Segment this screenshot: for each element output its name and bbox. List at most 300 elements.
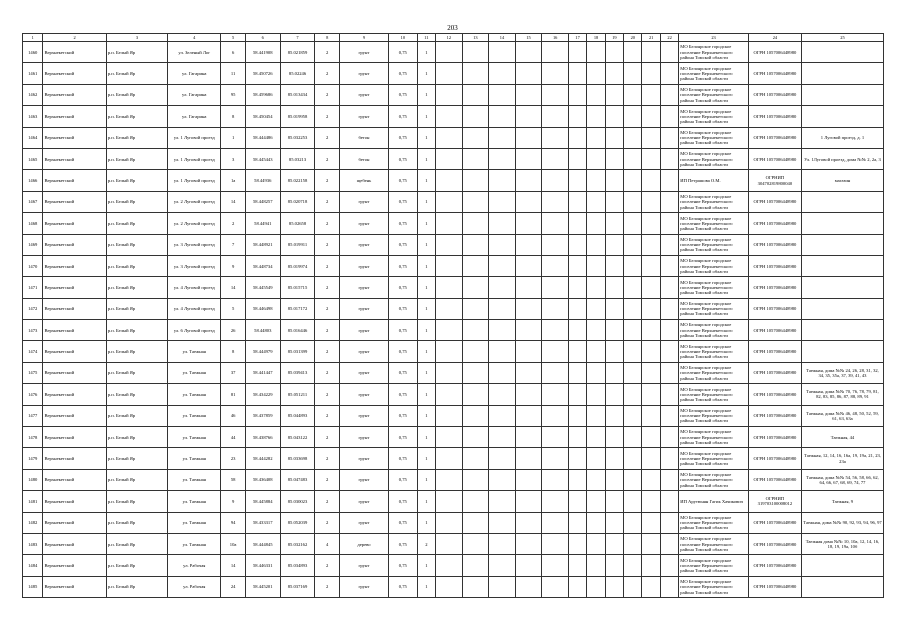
empty-cell (605, 362, 623, 383)
address-cell (801, 42, 883, 63)
address-cell: Таежная, дома №№ 54, 56, 58, 66, 62, 64, 66, 67, 68, 69, 74, 77 (801, 469, 883, 490)
empty-cell (489, 427, 516, 448)
empty-cell (624, 341, 642, 362)
volume-cell: 0,75 (389, 213, 418, 234)
empty-cell (624, 576, 642, 597)
settlement-cell: р.п. Белый Яр (106, 405, 167, 426)
empty-cell (542, 533, 569, 554)
volume-cell: 0,75 (389, 42, 418, 63)
container-count-cell: 1 (417, 127, 435, 148)
empty-cell (642, 63, 660, 84)
volume-cell: 0,75 (389, 127, 418, 148)
container-count-cell: 1 (417, 362, 435, 383)
table-row (23, 42, 884, 63)
volume-cell: 0,75 (389, 469, 418, 490)
area-cell: 2 (315, 84, 340, 105)
empty-cell (515, 448, 542, 469)
empty-cell (515, 42, 542, 63)
ogrn-cell: ОГРН 1057006448980 (748, 576, 801, 597)
empty-cell (660, 84, 678, 105)
settlement-cell: р.п. Белый Яр (106, 427, 167, 448)
empty-cell (642, 191, 660, 212)
latitude-cell: 58.446498 (245, 298, 280, 319)
column-number-cell: 1 (23, 34, 43, 42)
settlement-cell: р.п. Белый Яр (106, 555, 167, 576)
empty-cell (605, 277, 623, 298)
empty-cell (660, 170, 678, 191)
empty-cell (542, 170, 569, 191)
area-cell: 2 (315, 405, 340, 426)
empty-cell (462, 170, 489, 191)
settlement-cell: р.п. Белый Яр (106, 170, 167, 191)
volume-cell: 0,75 (389, 170, 418, 191)
empty-cell (515, 127, 542, 148)
area-cell: 2 (315, 298, 340, 319)
empty-cell (542, 384, 569, 405)
house-cell: 81 (221, 384, 246, 405)
empty-cell (489, 170, 516, 191)
empty-cell (542, 427, 569, 448)
address-cell: Таежная, 44 (801, 427, 883, 448)
empty-cell (624, 533, 642, 554)
empty-cell (624, 320, 642, 341)
settlement-cell: р.п. Белый Яр (106, 533, 167, 554)
street-cell: ул. Таежная (168, 384, 221, 405)
table-row (23, 127, 884, 148)
empty-cell (660, 255, 678, 276)
settlement-cell: р.п. Белый Яр (106, 127, 167, 148)
owner-cell: МО Белоярское городское поселение Верхнекетского района Томской области (679, 63, 749, 84)
owner-cell: МО Белоярское городское поселение Верхнекетского района Томской области (679, 213, 749, 234)
empty-cell (642, 469, 660, 490)
area-cell: 2 (315, 362, 340, 383)
ogrn-cell: ОГРН 1057006448980 (748, 255, 801, 276)
owner-cell: МО Белоярское городское поселение Верхнекетского района Томской области (679, 148, 749, 169)
row-number-cell: 1477 (23, 405, 43, 426)
volume-cell: 0,75 (389, 512, 418, 533)
row-number-cell: 1460 (23, 42, 43, 63)
empty-cell (542, 148, 569, 169)
area-cell: 2 (315, 213, 340, 234)
row-number-cell: 1473 (23, 320, 43, 341)
empty-cell (515, 63, 542, 84)
longitude-cell: 85.017172 (280, 298, 315, 319)
latitude-cell: 58.441908 (245, 42, 280, 63)
owner-cell: МО Белоярское городское поселение Верхнекетского района Томской области (679, 127, 749, 148)
empty-cell (436, 170, 463, 191)
street-cell: ул. Рабочая (168, 576, 221, 597)
empty-cell (587, 213, 605, 234)
empty-cell (642, 533, 660, 554)
empty-cell (568, 512, 586, 533)
owner-cell: МО Белоярское городское поселение Верхнекетского района Томской области (679, 533, 749, 554)
empty-cell (542, 491, 569, 512)
longitude-cell: 85.037169 (280, 576, 315, 597)
container-count-cell: 1 (417, 491, 435, 512)
house-cell: 9 (221, 491, 246, 512)
container-count-cell: 1 (417, 63, 435, 84)
settlement-cell: р.п. Белый Яр (106, 148, 167, 169)
street-cell: ул. 4 Луговой проезд (168, 298, 221, 319)
volume-cell: 0,75 (389, 320, 418, 341)
district-cell: Верхнекетский (43, 533, 106, 554)
row-number-cell: 1479 (23, 448, 43, 469)
district-cell: Верхнекетский (43, 320, 106, 341)
district-cell: Верхнекетский (43, 170, 106, 191)
empty-cell (642, 341, 660, 362)
district-cell: Верхнекетский (43, 427, 106, 448)
empty-cell (568, 320, 586, 341)
table-row (23, 84, 884, 105)
table-row (23, 148, 884, 169)
empty-cell (587, 384, 605, 405)
empty-cell (515, 255, 542, 276)
settlement-cell: р.п. Белый Яр (106, 42, 167, 63)
longitude-cell: 85.031399 (280, 341, 315, 362)
container-count-cell: 1 (417, 341, 435, 362)
empty-cell (542, 42, 569, 63)
empty-cell (542, 84, 569, 105)
column-number-cell: 15 (515, 34, 542, 42)
empty-cell (660, 576, 678, 597)
address-cell (801, 191, 883, 212)
surface-cell: грунт (339, 255, 388, 276)
empty-cell (515, 277, 542, 298)
empty-cell (624, 362, 642, 383)
latitude-cell: 58.444979 (245, 341, 280, 362)
area-cell: 2 (315, 127, 340, 148)
table-row (23, 512, 884, 533)
empty-cell (624, 469, 642, 490)
surface-cell: грунт (339, 384, 388, 405)
longitude-cell: 85.052039 (280, 512, 315, 533)
empty-cell (489, 84, 516, 105)
empty-cell (489, 491, 516, 512)
empty-cell (489, 341, 516, 362)
surface-cell: грунт (339, 320, 388, 341)
owner-cell: ИП Арутюнян Гагик Хачикович (679, 491, 749, 512)
empty-cell (489, 362, 516, 383)
latitude-cell: 58.437859 (245, 405, 280, 426)
owner-cell: МО Белоярское городское поселение Верхнекетского района Томской области (679, 234, 749, 255)
table-row (23, 213, 884, 234)
district-cell: Верхнекетский (43, 469, 106, 490)
empty-cell (642, 384, 660, 405)
row-number-cell: 1475 (23, 362, 43, 383)
area-cell: 2 (315, 42, 340, 63)
surface-cell: грунт (339, 42, 388, 63)
empty-cell (660, 448, 678, 469)
column-number-cell: 14 (489, 34, 516, 42)
ogrn-cell: ОГРН 1057006448980 (748, 384, 801, 405)
house-cell: 58 (221, 469, 246, 490)
empty-cell (587, 555, 605, 576)
volume-cell: 0,75 (389, 448, 418, 469)
street-cell: ул. 4 Луговой проезд (168, 277, 221, 298)
latitude-cell: 58.448734 (245, 255, 280, 276)
empty-cell (462, 555, 489, 576)
empty-cell (605, 448, 623, 469)
empty-cell (605, 84, 623, 105)
container-count-cell: 1 (417, 448, 435, 469)
table-row (23, 405, 884, 426)
empty-cell (642, 213, 660, 234)
street-cell: ул. Гагарина (168, 63, 221, 84)
address-cell: Таежная, дома №№ 24, 26, 28, 31, 32, 34, 35, 35а, 37, 39, 41, 43 (801, 362, 883, 383)
owner-cell: МО Белоярское городское поселение Верхнекетского района Томской области (679, 362, 749, 383)
owner-cell: ИП Петрашова О.М. (679, 170, 749, 191)
longitude-cell: 85.015715 (280, 277, 315, 298)
house-cell: 7 (221, 234, 246, 255)
container-count-cell: 1 (417, 84, 435, 105)
latitude-cell: 58.445201 (245, 576, 280, 597)
latitude-cell: 58.450454 (245, 106, 280, 127)
surface-cell: бетон (339, 148, 388, 169)
longitude-cell: 85.013434 (280, 84, 315, 105)
settlement-cell: р.п. Белый Яр (106, 576, 167, 597)
street-cell: ул. 6 Луговой проезд (168, 320, 221, 341)
area-cell: 2 (315, 63, 340, 84)
settlement-cell: р.п. Белый Яр (106, 491, 167, 512)
empty-cell (642, 277, 660, 298)
row-number-cell: 1465 (23, 148, 43, 169)
empty-cell (515, 512, 542, 533)
empty-cell (436, 362, 463, 383)
volume-cell: 0,75 (389, 405, 418, 426)
empty-cell (587, 277, 605, 298)
house-cell: 23 (221, 448, 246, 469)
row-number-cell: 1466 (23, 170, 43, 191)
ogrn-cell: ОГРН 1057006448980 (748, 427, 801, 448)
surface-cell: грунт (339, 84, 388, 105)
empty-cell (489, 320, 516, 341)
surface-cell: грунт (339, 191, 388, 212)
empty-cell (660, 405, 678, 426)
surface-cell: грунт (339, 469, 388, 490)
empty-cell (605, 576, 623, 597)
empty-cell (515, 213, 542, 234)
address-cell (801, 234, 883, 255)
empty-cell (660, 341, 678, 362)
container-count-cell: 1 (417, 555, 435, 576)
address-cell (801, 106, 883, 127)
empty-cell (436, 277, 463, 298)
empty-cell (587, 341, 605, 362)
district-cell: Верхнекетский (43, 576, 106, 597)
house-cell: 95 (221, 84, 246, 105)
surface-cell: грунт (339, 234, 388, 255)
container-count-cell: 1 (417, 469, 435, 490)
street-cell: ул. Таежная (168, 469, 221, 490)
container-count-cell: 1 (417, 576, 435, 597)
empty-cell (489, 234, 516, 255)
empty-cell (568, 255, 586, 276)
settlement-cell: р.п. Белый Яр (106, 277, 167, 298)
street-cell: ул. Таежная (168, 405, 221, 426)
table-row (23, 362, 884, 383)
empty-cell (605, 213, 623, 234)
district-cell: Верхнекетский (43, 42, 106, 63)
surface-cell: грунт (339, 213, 388, 234)
settlement-cell: р.п. Белый Яр (106, 448, 167, 469)
empty-cell (660, 555, 678, 576)
district-cell: Верхнекетский (43, 555, 106, 576)
empty-cell (489, 533, 516, 554)
area-cell: 2 (315, 469, 340, 490)
district-cell: Верхнекетский (43, 191, 106, 212)
ogrn-cell: ОГРН 1057006448980 (748, 320, 801, 341)
settlement-cell: р.п. Белый Яр (106, 320, 167, 341)
empty-cell (605, 469, 623, 490)
empty-cell (515, 148, 542, 169)
ogrn-cell: ОГРН 1057006448980 (748, 448, 801, 469)
empty-cell (605, 255, 623, 276)
empty-cell (587, 491, 605, 512)
empty-cell (587, 63, 605, 84)
empty-cell (436, 384, 463, 405)
empty-cell (660, 106, 678, 127)
latitude-cell: 58.444282 (245, 448, 280, 469)
empty-cell (587, 255, 605, 276)
latitude-cell: 58.438766 (245, 427, 280, 448)
empty-cell (605, 320, 623, 341)
empty-cell (542, 555, 569, 576)
row-number-cell: 1471 (23, 277, 43, 298)
empty-cell (660, 427, 678, 448)
empty-cell (568, 341, 586, 362)
latitude-cell: 58.444845 (245, 533, 280, 554)
row-number-cell: 1464 (23, 127, 43, 148)
empty-cell (568, 469, 586, 490)
volume-cell: 0,75 (389, 341, 418, 362)
empty-cell (642, 362, 660, 383)
address-cell (801, 555, 883, 576)
empty-cell (568, 277, 586, 298)
settlement-cell: р.п. Белый Яр (106, 512, 167, 533)
empty-cell (605, 191, 623, 212)
street-cell: ул. Гагарина (168, 106, 221, 127)
row-number-cell: 1476 (23, 384, 43, 405)
page-number: 203 (447, 24, 458, 32)
empty-cell (624, 384, 642, 405)
address-cell (801, 84, 883, 105)
empty-cell (436, 512, 463, 533)
empty-cell (624, 512, 642, 533)
district-cell: Верхнекетский (43, 148, 106, 169)
latitude-cell: 58.444486 (245, 127, 280, 148)
area-cell: 2 (315, 427, 340, 448)
owner-cell: МО Белоярское городское поселение Верхнекетского района Томской области (679, 448, 749, 469)
empty-cell (624, 491, 642, 512)
empty-cell (436, 63, 463, 84)
empty-cell (624, 42, 642, 63)
empty-cell (542, 576, 569, 597)
empty-cell (660, 63, 678, 84)
empty-cell (587, 84, 605, 105)
address-cell (801, 320, 883, 341)
settlement-cell: р.п. Белый Яр (106, 469, 167, 490)
latitude-cell: 58.436408 (245, 469, 280, 490)
column-number-cell: 5 (221, 34, 246, 42)
empty-cell (436, 106, 463, 127)
latitude-cell: 58.450726 (245, 63, 280, 84)
ogrn-cell: ОГРН 1057006448980 (748, 42, 801, 63)
empty-cell (642, 106, 660, 127)
street-cell: ул. 2 Луговой проезд (168, 191, 221, 212)
house-cell: 5 (221, 298, 246, 319)
owner-cell: МО Белоярское городское поселение Верхнекетского района Томской области (679, 277, 749, 298)
empty-cell (605, 512, 623, 533)
house-cell: 2 (221, 213, 246, 234)
table-row (23, 170, 884, 191)
house-cell: 37 (221, 362, 246, 383)
empty-cell (624, 405, 642, 426)
empty-cell (660, 148, 678, 169)
ogrn-cell: ОГРНИП 319703100008012 (748, 491, 801, 512)
table-row (23, 555, 884, 576)
column-number-cell: 22 (660, 34, 678, 42)
empty-cell (568, 384, 586, 405)
ogrn-cell: ОГРН 1057006448980 (748, 469, 801, 490)
empty-cell (642, 512, 660, 533)
empty-cell (515, 341, 542, 362)
empty-cell (660, 512, 678, 533)
empty-cell (605, 341, 623, 362)
empty-cell (587, 234, 605, 255)
empty-cell (515, 298, 542, 319)
owner-cell: МО Белоярское городское поселение Верхнекетского района Томской области (679, 255, 749, 276)
empty-cell (605, 405, 623, 426)
empty-cell (436, 213, 463, 234)
empty-cell (515, 469, 542, 490)
table-row (23, 191, 884, 212)
empty-cell (462, 63, 489, 84)
latitude-cell: 58.445443 (245, 148, 280, 169)
empty-cell (605, 533, 623, 554)
ogrn-cell: ОГРН 1057006448980 (748, 148, 801, 169)
surface-cell: грунт (339, 298, 388, 319)
settlement-cell: р.п. Белый Яр (106, 298, 167, 319)
row-number-cell: 1468 (23, 213, 43, 234)
empty-cell (436, 84, 463, 105)
empty-cell (542, 298, 569, 319)
empty-cell (542, 255, 569, 276)
longitude-cell: 85.02246 (280, 63, 315, 84)
column-number-cell: 2 (43, 34, 106, 42)
street-cell: ул. Таежная (168, 427, 221, 448)
longitude-cell: 85.032162 (280, 533, 315, 554)
longitude-cell: 85.03213 (280, 148, 315, 169)
empty-cell (515, 384, 542, 405)
empty-cell (436, 555, 463, 576)
address-cell (801, 255, 883, 276)
owner-cell: МО Белоярское городское поселение Верхнекетского района Томской области (679, 106, 749, 127)
empty-cell (489, 255, 516, 276)
longitude-cell: 85.019911 (280, 234, 315, 255)
district-cell: Верхнекетский (43, 63, 106, 84)
empty-cell (642, 84, 660, 105)
empty-cell (462, 469, 489, 490)
ogrn-cell: ОГРН 1057006448980 (748, 84, 801, 105)
empty-cell (436, 341, 463, 362)
settlement-cell: р.п. Белый Яр (106, 213, 167, 234)
owner-cell: МО Белоярское городское поселение Верхнекетского района Томской области (679, 191, 749, 212)
owner-cell: МО Белоярское городское поселение Верхнекетского района Томской области (679, 298, 749, 319)
empty-cell (542, 63, 569, 84)
empty-cell (436, 427, 463, 448)
column-number-cell: 20 (624, 34, 642, 42)
empty-cell (489, 191, 516, 212)
